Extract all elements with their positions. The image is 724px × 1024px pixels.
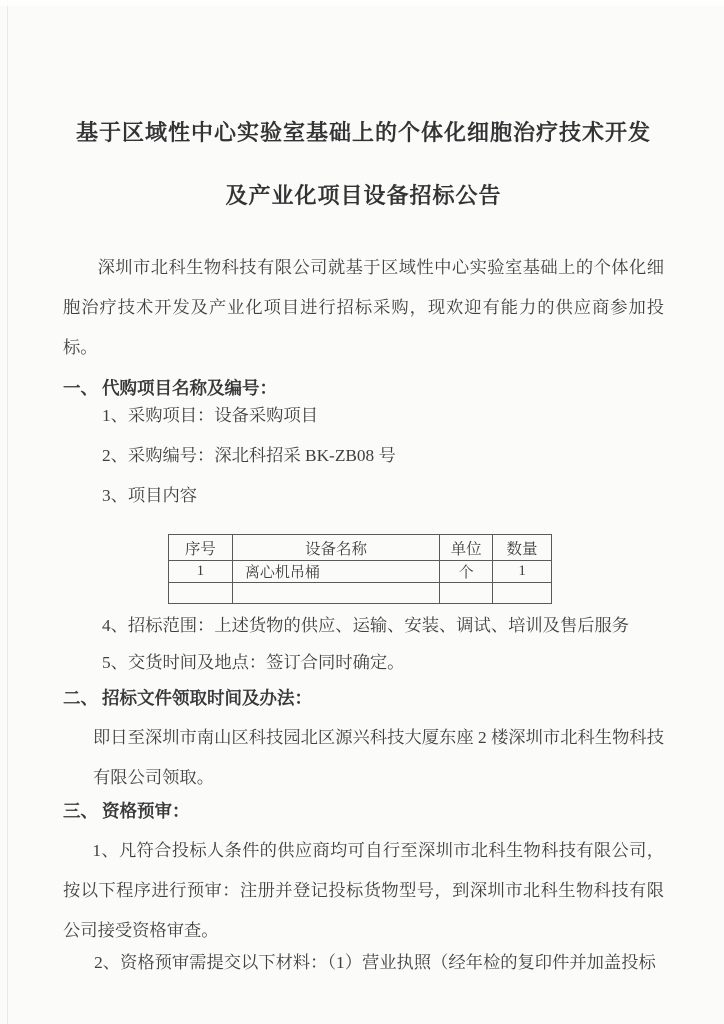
section-3-item-2: 2、资格预审需提交以下材料：（1）营业执照（经年检的复印件并加盖投标: [94, 953, 656, 972]
section-2-body: 即日至深圳市南山区科技园北区源兴科技大厦东座 2 楼深圳市北科生物科技有限公司领取。: [93, 728, 664, 787]
cell-unit: [440, 583, 493, 604]
table-row: [169, 561, 552, 583]
cell-equipment-name: [232, 583, 439, 604]
cell-equipment-name: 离心机吊桶: [232, 561, 439, 583]
list-item-purchase-number: 2、采购编号：深北科招采 BK-ZB08 号: [102, 446, 396, 465]
cell-quantity: 1: [493, 561, 552, 583]
section-1-title: 代购项目名称及编号：: [102, 378, 277, 398]
document-title-line-2: 及产业化项目设备招标公告: [225, 183, 502, 208]
table-header-index: 序号: [169, 535, 233, 561]
equipment-table-header-row: [169, 535, 552, 561]
cell-quantity: [493, 583, 552, 604]
list-item-bid-scope: 4、招标范围：上述货物的供应、运输、安装、调试、培训及售后服务: [102, 616, 630, 635]
section-2-heading: [63, 678, 664, 718]
section-2-number: 二、: [63, 688, 98, 708]
table-header-quantity: 数量: [493, 535, 552, 561]
cell-index: [169, 583, 233, 604]
section-1-items: [102, 396, 664, 516]
list-item-purchase-project: 1、采购项目：设备采购项目: [102, 406, 319, 425]
cell-unit: 个: [440, 561, 493, 583]
document-title-line-1: 基于区域性中心实验室基础上的个体化细胞治疗技术开发: [75, 120, 651, 145]
section-1-number: 一、: [63, 378, 98, 398]
intro-paragraph: 深圳市北科生物科技有限公司就基于区域性中心实验室基础上的个体化细胞治疗技术开发及产业化项目进行招标采购，现欢迎有能力的供应商参加投标。: [63, 258, 664, 357]
cell-index: 1: [169, 561, 233, 583]
table-header-unit: 单位: [440, 535, 493, 561]
document-content: [0, 101, 724, 983]
section-2-title: 招标文件领取时间及办法：: [102, 688, 312, 708]
table-header-equipment-name: 设备名称: [232, 535, 439, 561]
document-title: [63, 101, 664, 227]
list-item-project-content: 3、项目内容: [102, 486, 198, 505]
table-row-empty: [169, 583, 552, 604]
section-3-item-1: 1、凡符合投标人条件的供应商均可自行至深圳市北科生物科技有限公司，按以下程序进行预审：注册并登记投标货物型号，到深圳市北科生物科技有限公司接受资格审查。: [63, 841, 664, 940]
section-3-number: 三、: [63, 801, 98, 821]
section-3-heading: [63, 791, 664, 831]
section-3-title: 资格预审：: [102, 801, 190, 821]
equipment-table: [168, 534, 552, 604]
list-item-delivery: 5、交货时间及地点：签订合同时确定。: [102, 653, 405, 672]
